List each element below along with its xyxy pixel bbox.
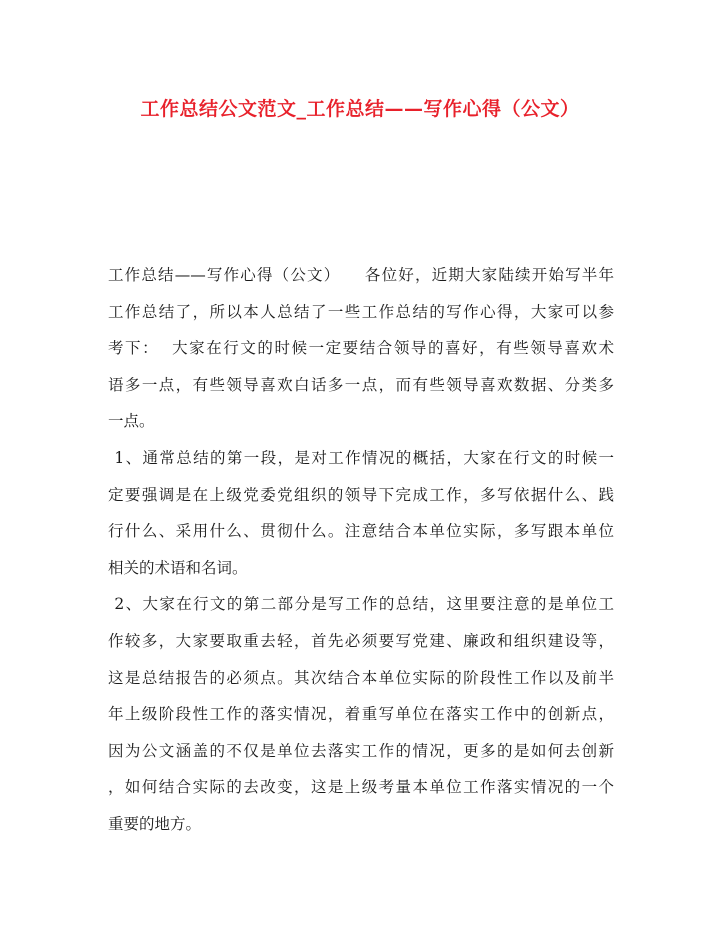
body-line: 这是总结报告的必须点。其次结合本单位实际的阶段性工作以及前半 bbox=[108, 668, 614, 687]
document-title: 工作总结公文范文_工作总结——写作心得（公文） bbox=[140, 98, 580, 120]
body-line: 2、大家在行文的第二部分是写工作的总结，这里要注意的是单位工 bbox=[108, 595, 614, 614]
body-line: 一点。 bbox=[108, 412, 155, 431]
body-line: 语多一点，有些领导喜欢白话多一点，而有些领导喜欢数据、分类多 bbox=[108, 375, 614, 394]
body-line: 考下： 大家在行文的时候一定要结合领导的喜好，有些领导喜欢术 bbox=[108, 339, 614, 358]
body-line: 定要强调是在上级党委党组织的领导下完成工作，多写依据什么、践 bbox=[108, 485, 614, 504]
body-line: 年上级阶段性工作的落实情况，着重写单位在落实工作中的创新点， bbox=[108, 705, 614, 724]
body-line: 1、通常总结的第一段，是对工作情况的概括，大家在行文的时候一 bbox=[108, 448, 614, 467]
body-line: ，如何结合实际的去改变，这是上级考量本单位工作落实情况的一个 bbox=[108, 778, 614, 797]
body-line: 工作总结——写作心得（公文） 各位好，近期大家陆续开始写半年 bbox=[108, 266, 614, 284]
body-line: 相关的术语和名词。 bbox=[108, 558, 248, 577]
body-line: 行什么、采用什么、贯彻什么。注意结合本单位实际，多写跟本单位 bbox=[108, 522, 614, 541]
body-line: 工作总结了，所以本人总结了一些工作总结的写作心得，大家可以参 bbox=[108, 302, 614, 321]
body-line: 作较多，大家要取重去轻，首先必须要写党建、廉政和组织建设等， bbox=[108, 631, 614, 650]
body-line: 因为公文涵盖的不仅是单位去落实工作的情况，更多的是如何去创新 bbox=[108, 741, 614, 760]
body-line: 重要的地方。 bbox=[108, 814, 202, 833]
document-body bbox=[108, 266, 614, 852]
